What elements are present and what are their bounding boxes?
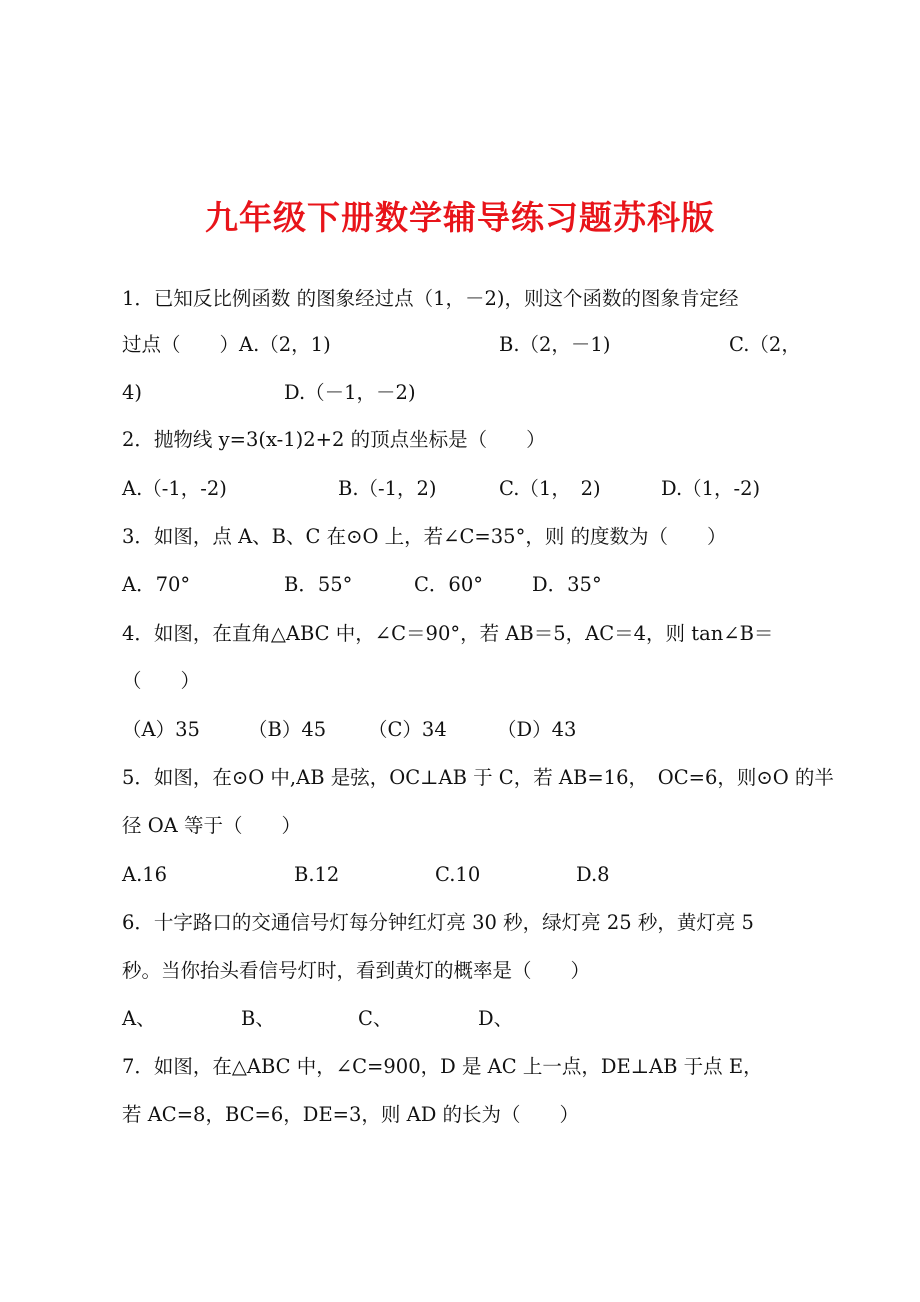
- q3-stem-text: 3．如图，点 A、B、C 在⊙O 上，若∠C=35°，则 的度数为（ ）: [122, 525, 727, 548]
- q4-option-d: （D）43: [497, 718, 577, 741]
- q3-option-c: C．60°: [414, 573, 483, 596]
- q4-option-a: （A）35: [122, 718, 200, 741]
- q1-option-c-continued: 4): [122, 381, 143, 404]
- q6-option-b: B、: [241, 1007, 275, 1030]
- q5-option-a: A.16: [122, 863, 168, 886]
- q4-answer-blank: （ ）: [122, 669, 201, 692]
- q7-stem-text-continued: 若 AC=8，BC=6，DE=3，则 AD 的长为（ ）: [122, 1103, 580, 1126]
- q5-option-b: B.12: [294, 863, 340, 886]
- q1-stem-text: 1．已知反比例函数 的图象经过点（1，－2)，则这个函数的图象肯定经: [122, 287, 739, 310]
- q2-option-a: A.（-1，-2): [122, 477, 227, 500]
- q4-option-c: （C）34: [368, 718, 447, 741]
- q6-option-d: D、: [478, 1007, 514, 1030]
- document-title: 九年级下册数学辅导练习题苏科版: [205, 198, 715, 237]
- q2-option-c: C.（1， 2): [499, 477, 601, 500]
- q4-option-b: （B）45: [248, 718, 327, 741]
- q3-option-b: B．55°: [284, 573, 353, 596]
- q6-stem-text: 6．十字路口的交通信号灯每分钟红灯亮 30 秒，绿灯亮 25 秒，黄灯亮 5: [122, 911, 754, 934]
- q1-option-c: C.（2，: [729, 333, 801, 356]
- q5-stem-text-continued: 径 OA 等于（ ）: [122, 814, 301, 837]
- q5-option-d: D.8: [576, 863, 610, 886]
- q3-option-d: D．35°: [532, 573, 602, 596]
- q5-option-c: C.10: [435, 863, 481, 886]
- q1-option-d: D.（－1，－2): [284, 381, 416, 404]
- q6-option-c: C、: [358, 1007, 393, 1030]
- q5-stem-text: 5．如图，在⊙O 中,AB 是弦，OC⊥AB 于 C，若 AB=16， OC=6，则⊙O 的半: [122, 766, 834, 789]
- q6-option-a: A、: [122, 1007, 156, 1030]
- q1-option-b: B.（2，－1): [499, 333, 611, 356]
- q2-stem-text: 2．抛物线 y=3(x-1)2+2 的顶点坐标是（ ）: [122, 428, 546, 451]
- q2-option-d: D.（1，-2): [661, 477, 761, 500]
- q7-stem-text: 7．如图，在△ABC 中，∠C=900，D 是 AC 上一点，DE⊥AB 于点 E，: [122, 1055, 763, 1078]
- q4-stem-text: 4．如图，在直角△ABC 中，∠C＝90°，若 AB＝5，AC＝4，则 tan∠B＝: [122, 622, 774, 645]
- q3-option-a: A．70°: [122, 573, 191, 596]
- q2-option-b: B.（-1，2): [338, 477, 437, 500]
- q1-option-a: 过点（ ）A.（2，1): [122, 333, 331, 356]
- q6-stem-text-continued: 秒。当你抬头看信号灯时，看到黄灯的概率是（ ）: [122, 959, 591, 982]
